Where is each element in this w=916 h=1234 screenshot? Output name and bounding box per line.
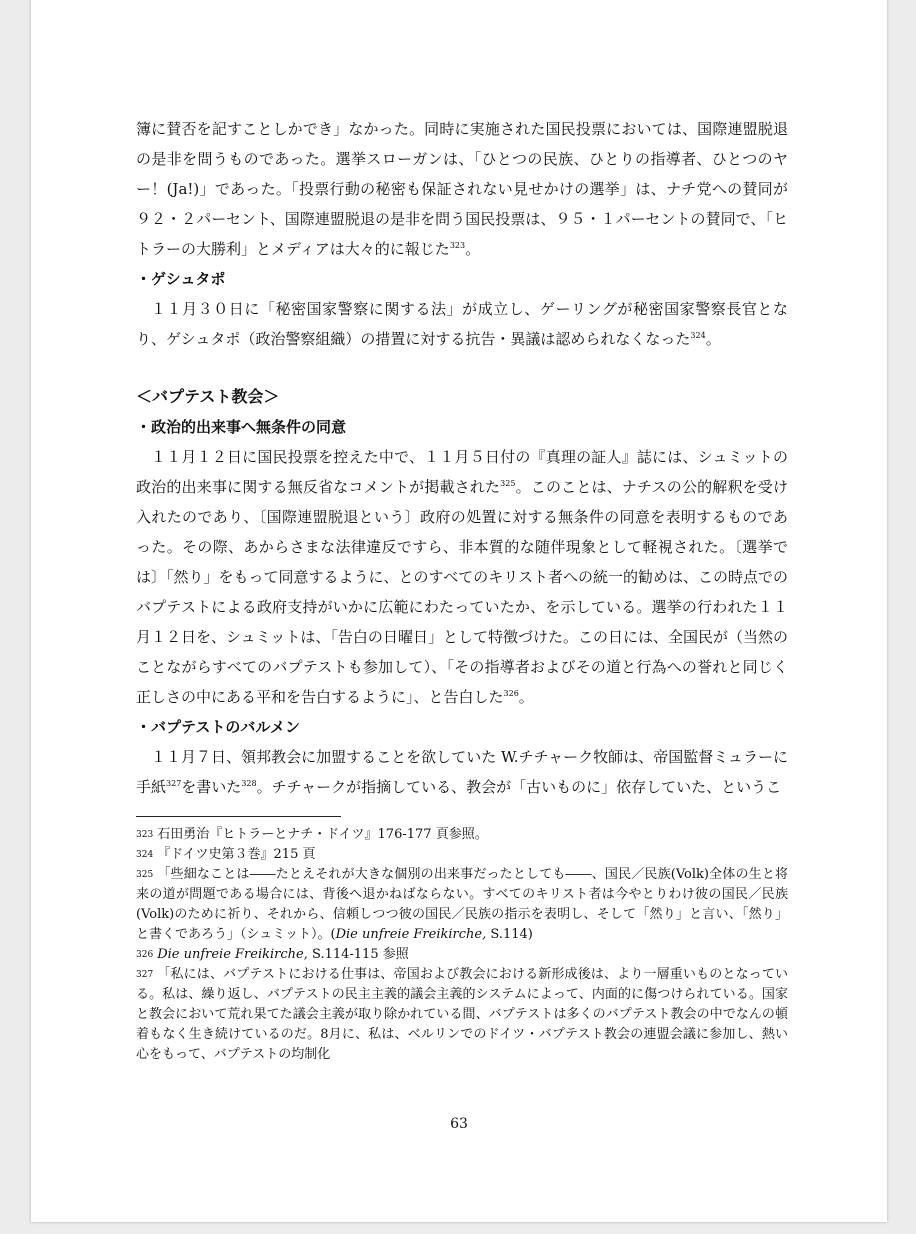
paragraph-barmen [136, 742, 788, 802]
footnote-326 [136, 945, 788, 965]
footnote-number: 323 [136, 830, 154, 840]
paragraph-text: 簿に賛否を記すことしかでき」なかった。同時に実施された国民投票においては、国際連盟脱退の是非を問うものであった。選挙スローガンは、「ひとつの民族、ひとりの指導者、ひとつのヤー！(Ja!)」であった。「投票行動の秘密も保証されない見せかけの選挙」は、ナチ党への賛同が９２・２パーセント、国際連盟脱退の是非を問う国民投票は、９５・１パーセントの賛同で、「ヒトラーの大勝利」とメディアは大々的に報じた [136, 120, 788, 258]
paragraph-text: 。このことは、ナチスの公的解釈を受け入れたのであり、〔国際連盟脱退という〕政府の処置に対する無条件の同意を表明するものであった。その際、あからさまな法律違反ですら、非本質的な随伴現象として軽視された。〔選挙では〕「然り」をもって同意するように、とのすべてのキリスト者への統一的勧めは、この時点でのバプテストによる政府支持がいかに広範にわたっていたか、を示している。選挙の行われた１１月１２日を、シュミットは、「告白の日曜日」として特徴づけた。この日には、全国民が（当然のことながらすべてのバプテストも参加して）、「その指導者およびその道と行為への誉れと同じく正しさの中にある平和を告白するように」、と告白した [136, 478, 788, 706]
footnote-ref-326[interactable]: 326 [503, 689, 519, 698]
subheading-barmen: ・バプテストのバルメン [136, 718, 300, 736]
section-heading-baptist: ＜バプテスト教会＞ [136, 387, 280, 406]
subheading-gestapo: ・ゲシュタポ [136, 270, 226, 288]
footnote-ref-328[interactable]: 328 [241, 779, 257, 788]
document-page [31, 0, 887, 1222]
footnote-324 [136, 845, 788, 865]
paragraph-gestapo [136, 294, 788, 354]
footnote-number: 325 [136, 870, 154, 880]
paragraph-text: 。 [518, 688, 534, 706]
paragraph-consent [136, 442, 788, 712]
footnote-number: 327 [136, 970, 154, 980]
footnote-text: S.114) [486, 927, 533, 942]
footnotes [136, 825, 788, 1065]
footnote-323 [136, 825, 788, 845]
paragraph-text: 。チチャークが指摘している、教会が「古いものに」依存していた、というこ [256, 778, 782, 796]
paragraph-text: １１月７日、領邦教会に加盟することを欲していた W.チチャーク牧師は、帝国監督ミュラーに手紙 [136, 748, 788, 796]
footnote-text: 石田勇治『ヒトラーとナチ・ドイツ』176-177 頁参照。 [157, 827, 488, 842]
paragraph-election [136, 114, 788, 264]
page-content [136, 114, 788, 1065]
footnote-number: 326 [136, 950, 154, 960]
page-number: 63 [450, 1116, 468, 1132]
paragraph-text: 。 [705, 330, 721, 348]
paragraph-text: １１月１２日に国民投票を控えた中で、１１月５日付の『真理の証人』誌には、シュミットの政治的出来事に関する無反省なコメントが掲載された [136, 448, 788, 496]
paragraph-text: を書いた [181, 778, 242, 796]
footnote-ref-324[interactable]: 324 [690, 331, 706, 340]
footnote-source-title: Die unfreie Freikirche, [335, 927, 487, 942]
subheading-consent: ・政治的出来事へ無条件の同意 [136, 418, 347, 436]
footnote-number: 324 [136, 850, 154, 860]
footnote-separator [136, 816, 341, 817]
footnote-text: 「些細なことは――たとえそれが大きな個別の出来事だったとしても――、国民／民族(Volk)全体の生と将来の道が問題である場合には、背後へ退かねばならない。すべてのキリスト者は今やとりわけ彼の国民／民族(Volk)のために祈り、それから、信頼しつつ彼の国民／民族の指示を表明し、そして「然り」と言い、「然り」と書くであろう」（シュミット）。( [136, 867, 788, 942]
paragraph-text: 。 [465, 240, 481, 258]
footnote-text: , S.114-115 参照 [303, 947, 409, 962]
footnote-ref-323[interactable]: 323 [449, 241, 466, 250]
section-gap [136, 354, 788, 382]
footnote-327 [136, 965, 788, 1065]
footnote-ref-325[interactable]: 325 [500, 479, 516, 488]
footnote-ref-327[interactable]: 327 [166, 779, 182, 788]
footnote-text: 『ドイツ史第３巻』215 頁 [157, 847, 316, 862]
body-text [136, 114, 788, 802]
footnote-325 [136, 865, 788, 945]
footnote-source-title: Die unfreie Freikirche [157, 947, 304, 962]
paragraph-text: １１月３０日に「秘密国家警察に関する法」が成立し、ゲーリングが秘密国家警察長官となり、ゲシュタポ（政治警察組織）の措置に対する抗告・異議は認められなくなった [136, 300, 788, 348]
footnote-text: 「私には、バプテストにおける仕事は、帝国および教会における新形成後は、より一層重いものとなっている。私は、繰り返し、バプテストの民主主義的議会主義的システムによって、内面的に傷つけられている。国家と教会において荒れ果てた議会主義が取り除かれている間、バプテストは多くのバプテスト教会の中でなんの頓着もなく生き続けているのだ。8月に、私は、ベルリンでのドイツ・バプテスト教会の連盟会議に参加し、熱い心をもって、バプテストの均制化 [136, 967, 788, 1062]
